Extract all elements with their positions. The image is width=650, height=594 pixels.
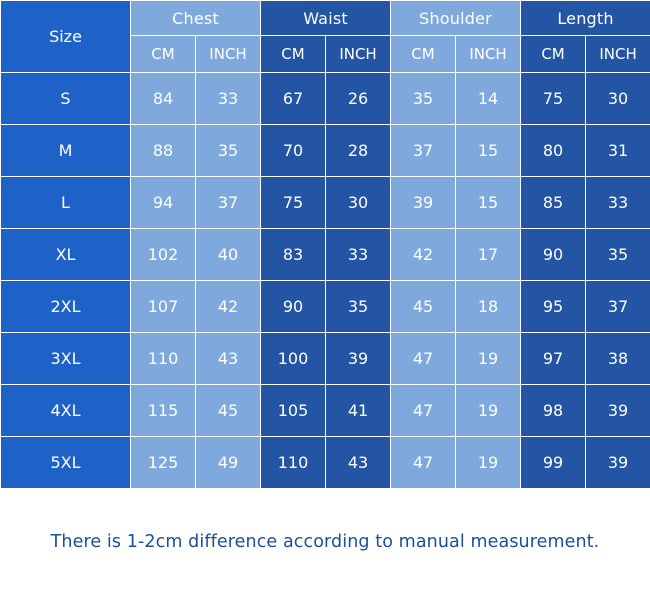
cell-length-inch: 35 (586, 229, 650, 281)
row-size-label: 3XL (1, 333, 131, 385)
cell-waist-inch: 35 (326, 281, 391, 333)
cell-waist-inch: 39 (326, 333, 391, 385)
cell-chest-cm: 125 (131, 437, 196, 489)
cell-waist-inch: 43 (326, 437, 391, 489)
cell-chest-cm: 102 (131, 229, 196, 281)
table-row (1, 437, 650, 489)
table-row (1, 73, 650, 125)
cell-shoulder-cm: 37 (391, 125, 456, 177)
cell-waist-inch: 26 (326, 73, 391, 125)
cell-length-inch: 30 (586, 73, 650, 125)
unit-header-waist-inch: INCH (326, 36, 391, 73)
cell-shoulder-inch: 19 (456, 333, 521, 385)
cell-length-inch: 38 (586, 333, 650, 385)
cell-shoulder-cm: 39 (391, 177, 456, 229)
cell-shoulder-inch: 15 (456, 125, 521, 177)
cell-length-inch: 39 (586, 385, 650, 437)
row-size-label: M (1, 125, 131, 177)
cell-waist-cm: 105 (261, 385, 326, 437)
table-row (1, 385, 650, 437)
cell-waist-cm: 90 (261, 281, 326, 333)
cell-length-cm: 99 (521, 437, 586, 489)
unit-header-shoulder-inch: INCH (456, 36, 521, 73)
cell-shoulder-cm: 45 (391, 281, 456, 333)
cell-waist-cm: 100 (261, 333, 326, 385)
group-header-row (1, 1, 650, 36)
cell-chest-inch: 49 (196, 437, 261, 489)
table-row (1, 177, 650, 229)
group-header-waist: Waist (261, 1, 391, 36)
cell-chest-inch: 33 (196, 73, 261, 125)
cell-waist-cm: 110 (261, 437, 326, 489)
cell-shoulder-inch: 18 (456, 281, 521, 333)
cell-length-inch: 37 (586, 281, 650, 333)
table-row (1, 281, 650, 333)
cell-length-cm: 97 (521, 333, 586, 385)
cell-chest-cm: 88 (131, 125, 196, 177)
cell-length-cm: 75 (521, 73, 586, 125)
row-size-label: XL (1, 229, 131, 281)
cell-waist-inch: 30 (326, 177, 391, 229)
cell-length-inch: 31 (586, 125, 650, 177)
cell-shoulder-cm: 47 (391, 385, 456, 437)
cell-length-cm: 80 (521, 125, 586, 177)
cell-chest-inch: 35 (196, 125, 261, 177)
cell-chest-cm: 94 (131, 177, 196, 229)
table-row (1, 125, 650, 177)
cell-waist-cm: 83 (261, 229, 326, 281)
unit-header-shoulder-cm: CM (391, 36, 456, 73)
cell-length-inch: 33 (586, 177, 650, 229)
cell-chest-inch: 40 (196, 229, 261, 281)
unit-header-length-cm: CM (521, 36, 586, 73)
unit-header-chest-cm: CM (131, 36, 196, 73)
size-column-header: Size (1, 1, 131, 73)
row-size-label: L (1, 177, 131, 229)
row-size-label: 5XL (1, 437, 131, 489)
group-header-shoulder: Shoulder (391, 1, 521, 36)
row-size-label: 4XL (1, 385, 131, 437)
row-size-label: S (1, 73, 131, 125)
cell-length-cm: 85 (521, 177, 586, 229)
cell-shoulder-inch: 14 (456, 73, 521, 125)
cell-length-cm: 90 (521, 229, 586, 281)
cell-chest-cm: 107 (131, 281, 196, 333)
cell-waist-inch: 41 (326, 385, 391, 437)
cell-shoulder-cm: 47 (391, 437, 456, 489)
unit-header-waist-cm: CM (261, 36, 326, 73)
cell-length-cm: 98 (521, 385, 586, 437)
cell-length-inch: 39 (586, 437, 650, 489)
cell-waist-inch: 33 (326, 229, 391, 281)
cell-chest-inch: 43 (196, 333, 261, 385)
cell-shoulder-cm: 47 (391, 333, 456, 385)
cell-waist-inch: 28 (326, 125, 391, 177)
table-row (1, 229, 650, 281)
cell-chest-inch: 42 (196, 281, 261, 333)
cell-chest-cm: 110 (131, 333, 196, 385)
group-header-chest: Chest (131, 1, 261, 36)
cell-waist-cm: 67 (261, 73, 326, 125)
cell-shoulder-cm: 35 (391, 73, 456, 125)
cell-length-cm: 95 (521, 281, 586, 333)
cell-shoulder-cm: 42 (391, 229, 456, 281)
group-header-length: Length (521, 1, 650, 36)
unit-header-length-inch: INCH (586, 36, 650, 73)
cell-shoulder-inch: 19 (456, 437, 521, 489)
cell-shoulder-inch: 17 (456, 229, 521, 281)
cell-shoulder-inch: 15 (456, 177, 521, 229)
measurement-note: There is 1-2cm difference according to manual measurement. (0, 489, 650, 594)
cell-waist-cm: 75 (261, 177, 326, 229)
cell-chest-inch: 45 (196, 385, 261, 437)
cell-chest-cm: 84 (131, 73, 196, 125)
cell-chest-inch: 37 (196, 177, 261, 229)
table-row (1, 333, 650, 385)
unit-header-chest-inch: INCH (196, 36, 261, 73)
cell-chest-cm: 115 (131, 385, 196, 437)
cell-shoulder-inch: 19 (456, 385, 521, 437)
cell-waist-cm: 70 (261, 125, 326, 177)
row-size-label: 2XL (1, 281, 131, 333)
